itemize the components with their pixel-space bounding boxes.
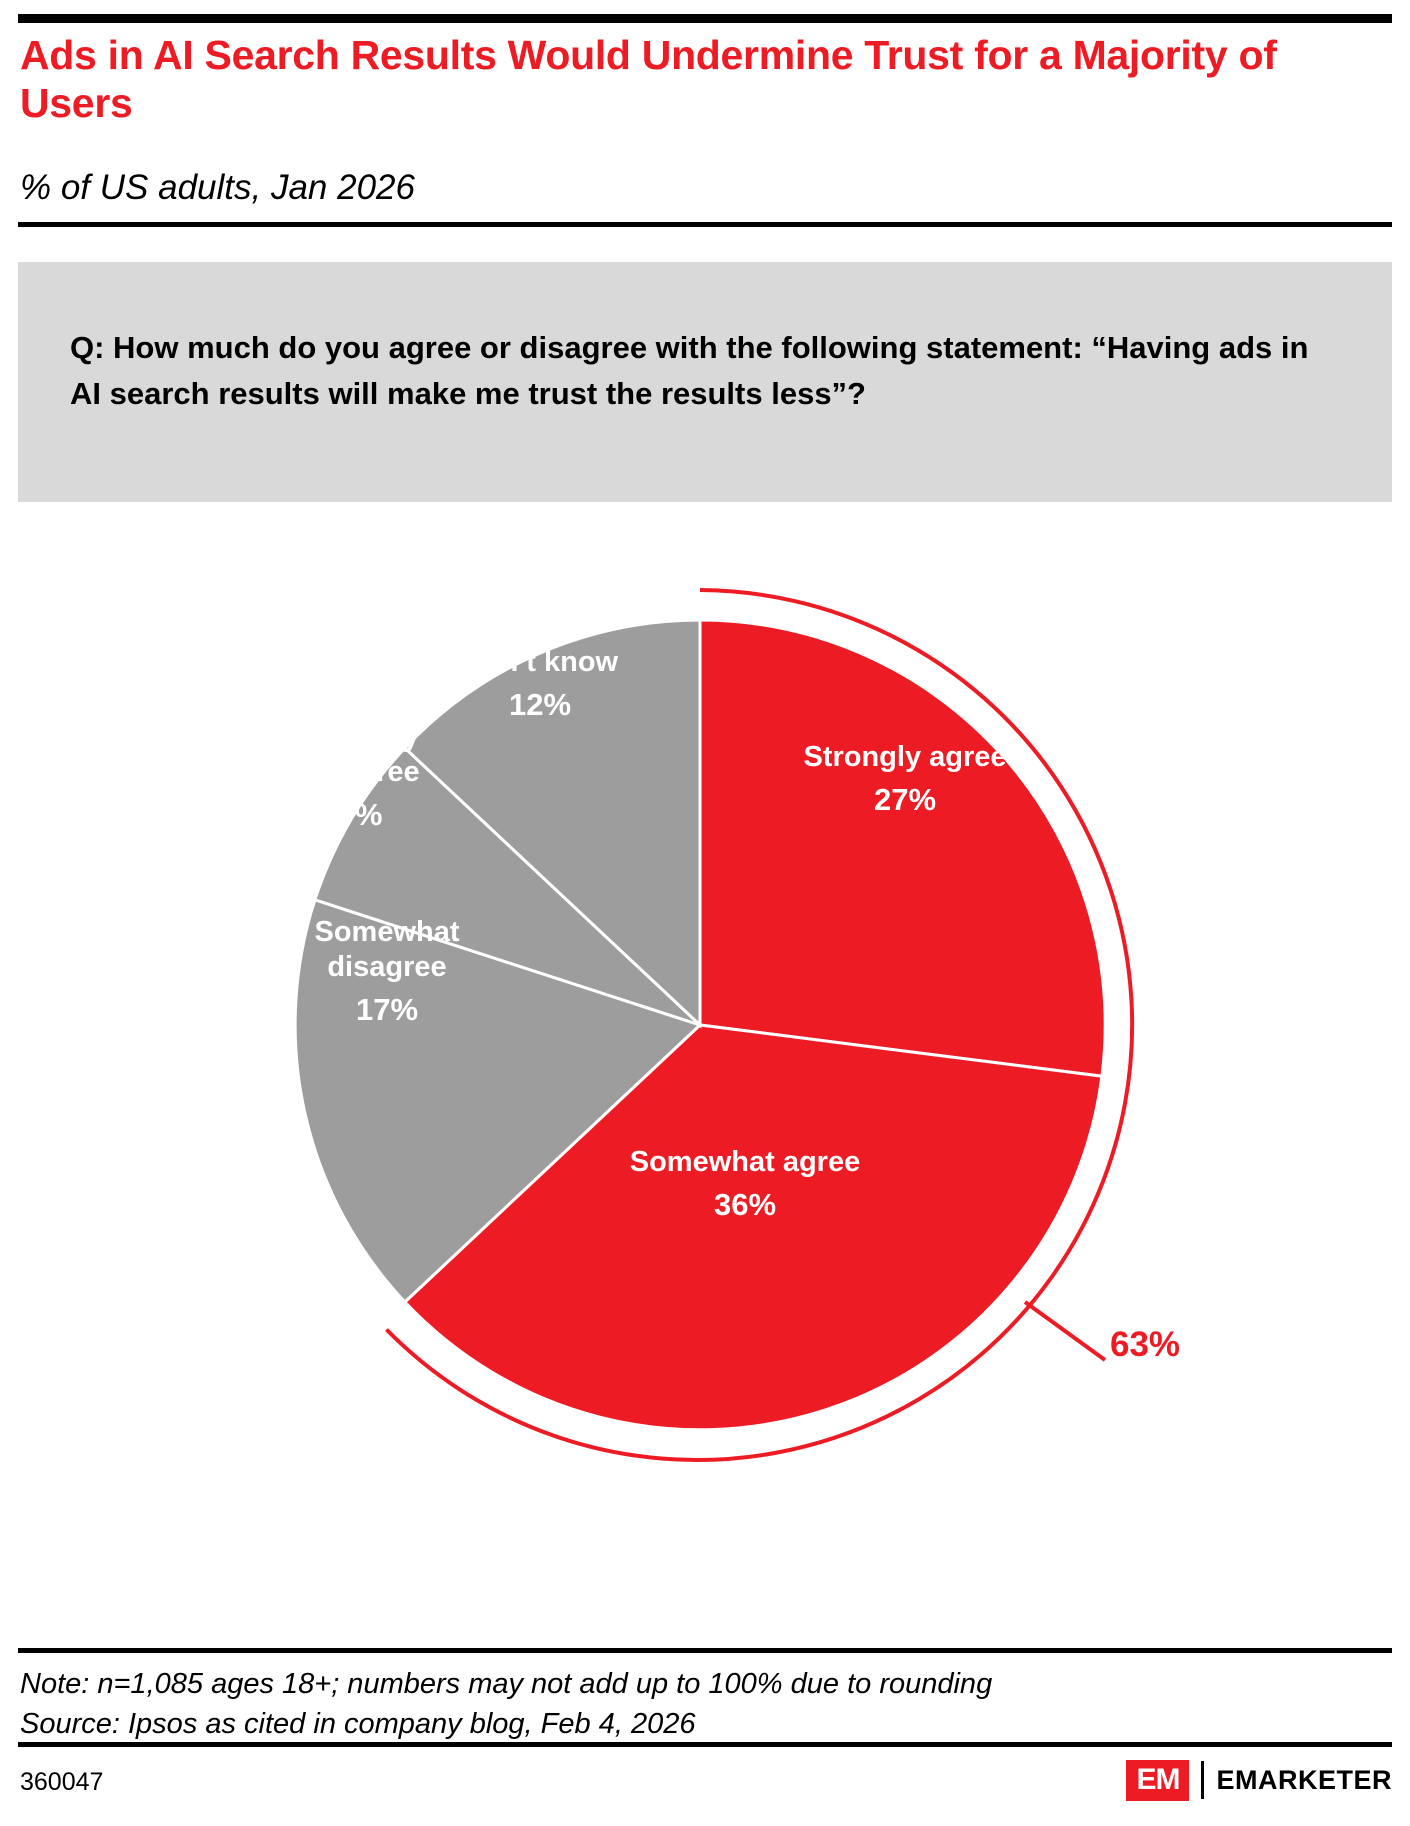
source-line: Source: Ipsos as cited in company blog, Feb 4, 2026 [20, 1708, 696, 1741]
slice-label-text: Somewhat agree [629, 1146, 861, 1178]
bracket-leader-line [1025, 1302, 1105, 1360]
footer-divider [18, 1742, 1392, 1747]
subtitle-divider [18, 222, 1392, 227]
note-line: Note: n=1,085 ages 18+; numbers may not add up to 100% due to rounding [20, 1668, 993, 1700]
slice-label-value: 7% [337, 796, 383, 832]
page-title: Ads in AI Search Results Would Undermine Trust for a Majority of Users [20, 32, 1277, 126]
question-text: Q: How much do you agree or disagree with the following statement: “Having ads in AI search results will make me trust the results less”? [70, 330, 1309, 411]
pie-chart [0, 505, 1410, 1620]
brand-name: EMARKETER [1216, 1764, 1392, 1795]
slice-label-text: Strongly agree [803, 741, 1007, 773]
brand-logo [1126, 1758, 1392, 1802]
slice-label-value: 27% [873, 781, 937, 817]
pie-slice-strongly-agree [700, 620, 1105, 1076]
slice-label-text: Somewhat disagree [314, 916, 460, 983]
bracket-total-label: 63% [1110, 1325, 1181, 1364]
slice-label-value: 12% [508, 686, 572, 722]
chart-id: 360047 [20, 1768, 104, 1796]
note-divider [18, 1648, 1392, 1653]
top-divider [18, 14, 1392, 23]
slice-label-value: 36% [713, 1186, 777, 1222]
slice-label-value: 17% [355, 991, 419, 1027]
page-subtitle: % of US adults, Jan 2026 [20, 168, 415, 207]
brand-mark: EM [1126, 1760, 1189, 1801]
brand-separator [1201, 1761, 1204, 1799]
slice-label-text: Don’t know [461, 646, 619, 678]
pie-chart-svg [0, 505, 1410, 1620]
slice-label-text: Strongly disagree [300, 721, 420, 788]
chart-note [20, 1664, 1394, 1744]
